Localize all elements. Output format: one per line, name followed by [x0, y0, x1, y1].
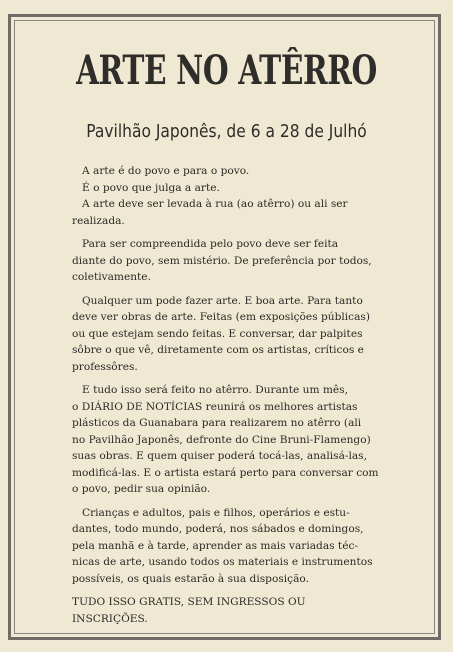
- paragraph-people-judge: É o povo que julga a arte.: [82, 181, 220, 194]
- paragraph-art-of-people: A arte é do povo e para o povo.: [82, 165, 250, 177]
- paragraph-children-and-adults: Crianças e adultos, pais e filhos, operários e estu- dantes, todo mundo, poderá, nos sábados e domingos, pela manhã e à tarde, aprender as mais variadas téc- nicas de arte, usando todos os materiais e instrumentos possíveis, os quais estarão à sua disposição.: [72, 506, 373, 585]
- paragraph-take-to-street: A arte deve ser levada à rua (ao atêrro) ou ali ser realizada.: [72, 198, 348, 227]
- paragraph-anyone-can-make-art: Qualquer um pode fazer arte. E boa arte. Para tanto deve ver obras de arte. Feitas (em exposições públicas) ou que estejam sendo feitas. E conversar, dar palpites sôbre o que vê, diretamente com os artistas, críticos e professôres.: [72, 294, 370, 373]
- poster-title: ARTE NO ATÊRRO: [76, 47, 377, 94]
- poster-body: [72, 163, 418, 634]
- paragraph-understood-by-people: Para ser compreendida pelo povo deve ser feita diante do povo, sem mistério. De preferência por todos, coletivamente.: [72, 238, 372, 283]
- paragraph-diario-de-noticias: E tudo isso será feito no atêrro. Durante um mês, o DIÁRIO DE NOTÍCIAS reunirá os melhores artistas plásticos da Guanabara para realizarem no atêrro (ali no Pavilhão Japonês, defronte do Cine Bruni-Flamengo) suas obras. E quem quiser poderá tocá-las, analisá-las, modificá-las. E o artista estará perto para conversar com o povo, pedir sua opinião.: [72, 384, 379, 495]
- closing-statement: TUDO ISSO GRATIS, SEM INGRESSOS OU INSCRIÇÕES.: [72, 596, 306, 625]
- poster-subtitle: Pavilhão Japonês, de 6 a 28 de Julhó: [86, 121, 367, 142]
